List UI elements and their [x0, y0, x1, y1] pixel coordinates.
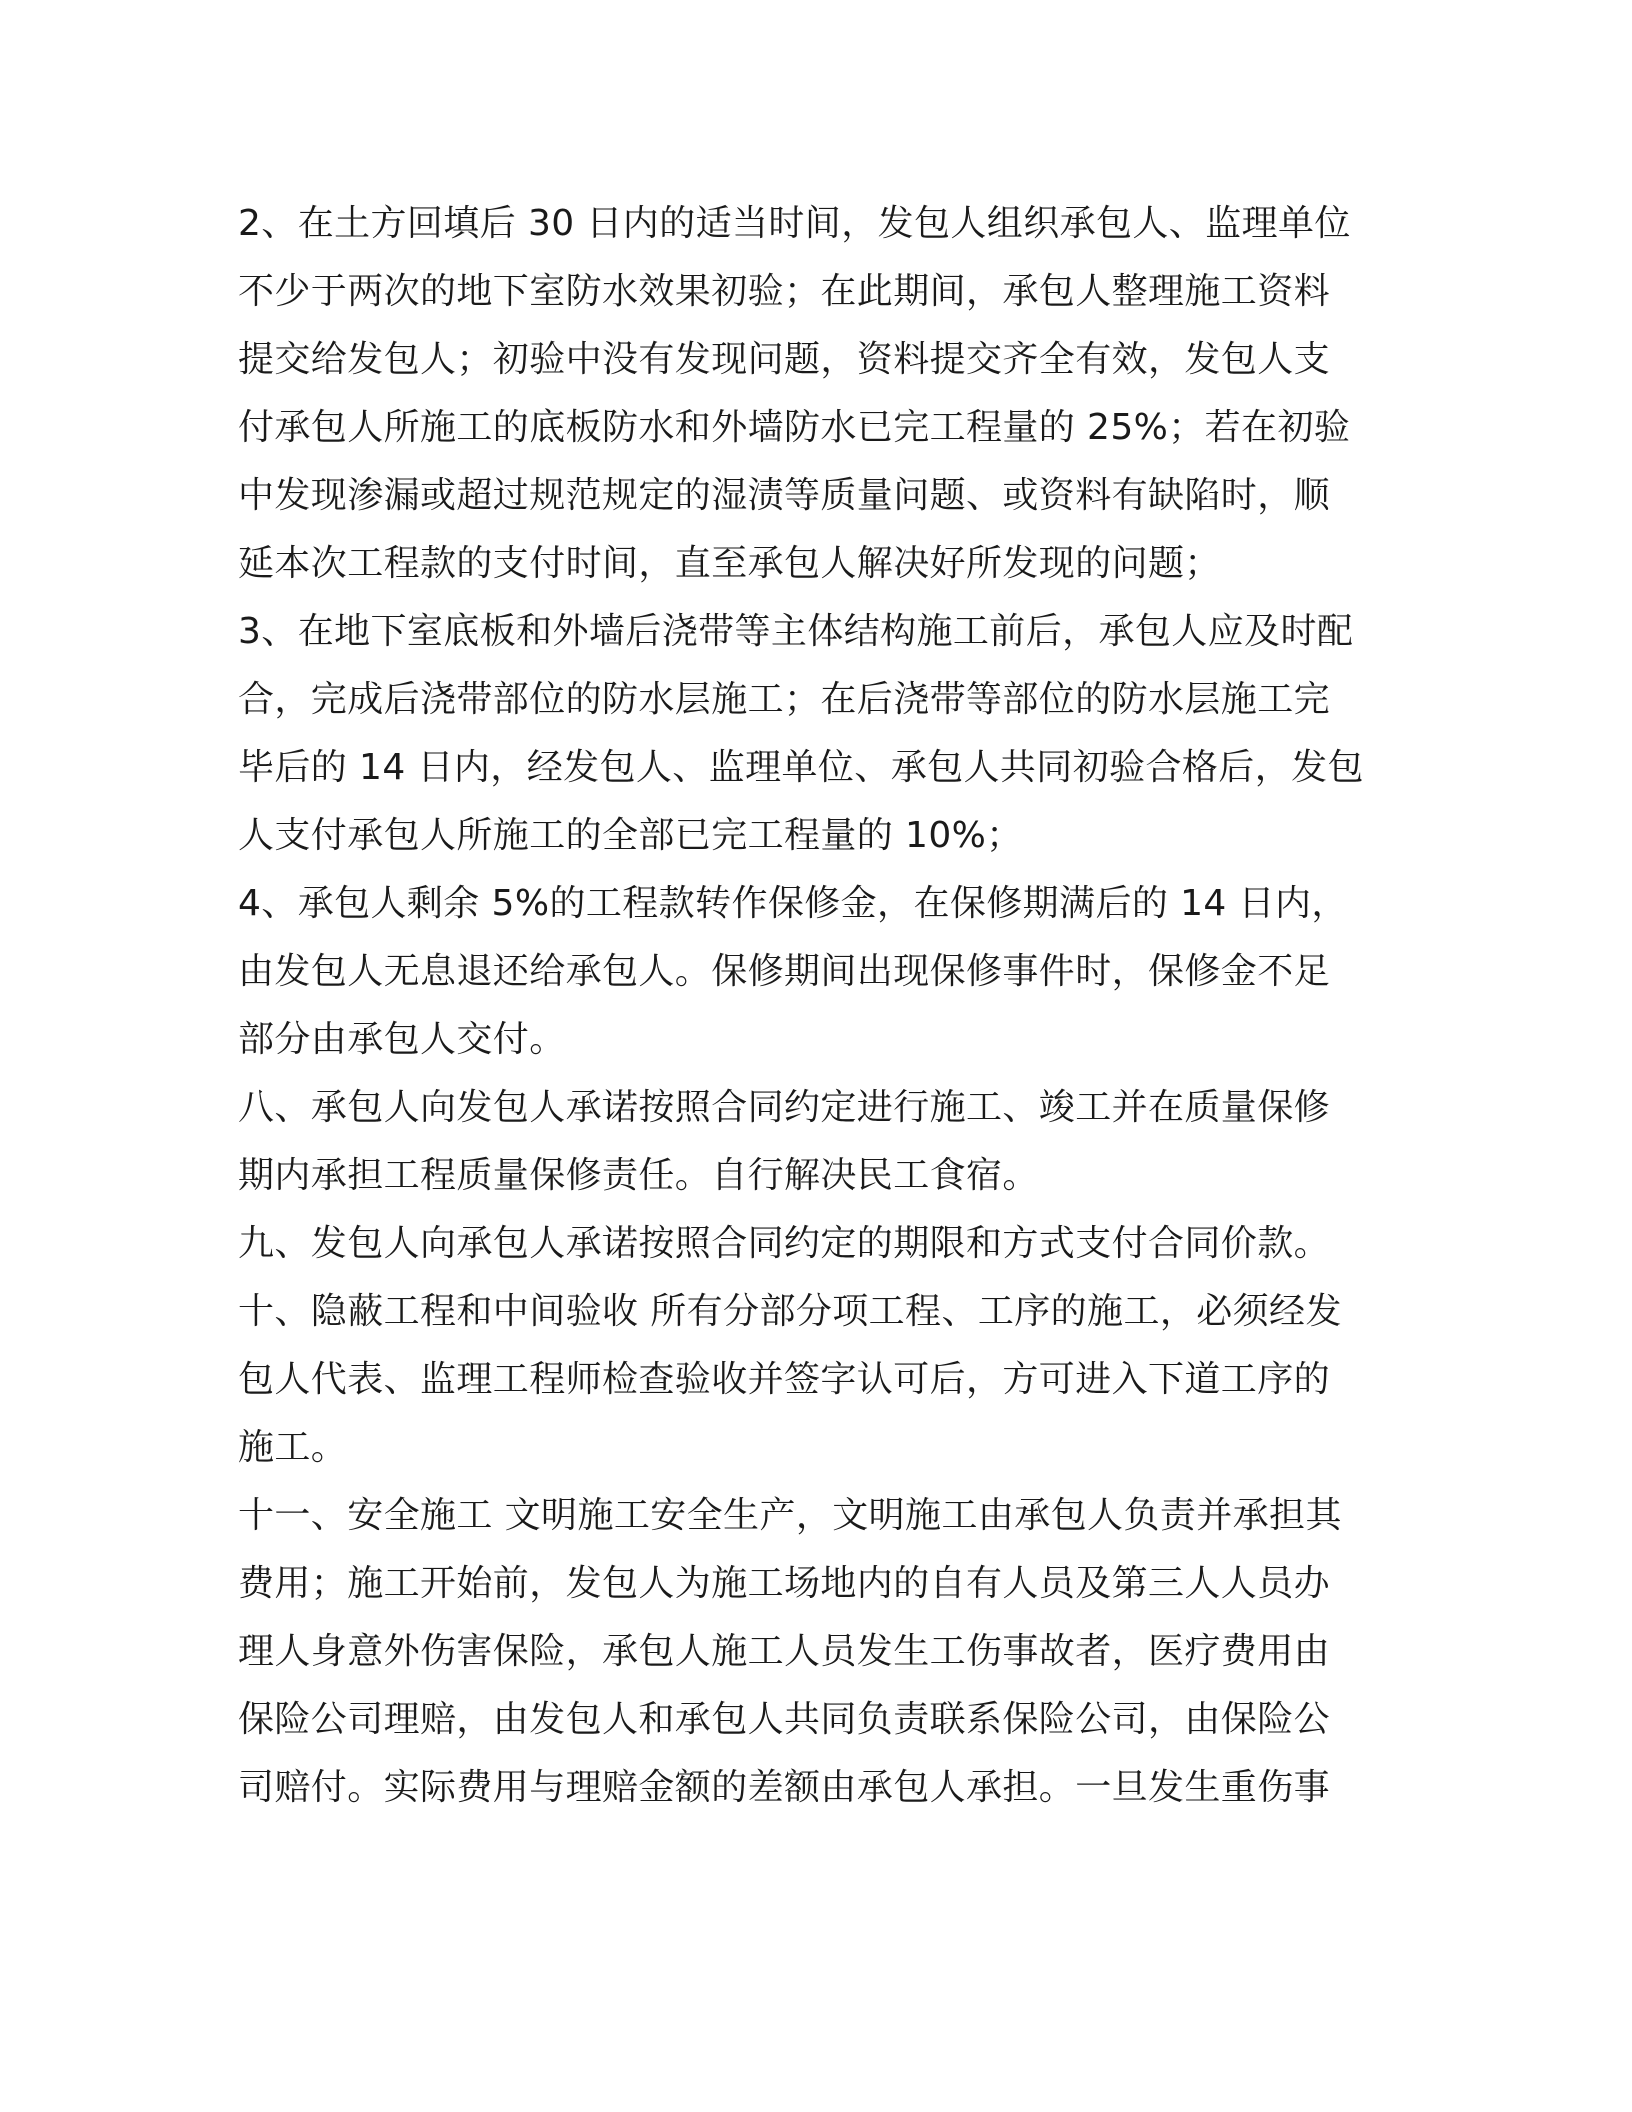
- text-line: 理人身意外伤害保险，承包人施工人员发生工伤事故者，医疗费用由: [238, 1631, 1331, 1672]
- text-line: 期内承担工程质量保修责任。自行解决民工食宿。: [238, 1155, 1039, 1196]
- text-line: 司赔付。实际费用与理赔金额的差额由承包人承担。一旦发生重伤事: [238, 1767, 1331, 1808]
- text-line: 合，完成后浇带部位的防水层施工；在后浇带等部位的防水层施工完: [238, 679, 1331, 720]
- text-line: 费用；施工开始前，发包人为施工场地内的自有人员及第三人人员办: [238, 1563, 1331, 1604]
- text-line: 中发现渗漏或超过规范规定的湿渍等质量问题、或资料有缺陷时，顺: [238, 475, 1331, 516]
- text-line: 部分由承包人交付。: [238, 1019, 566, 1060]
- text-line: 九、发包人向承包人承诺按照合同约定的期限和方式支付合同价款。: [238, 1223, 1331, 1264]
- text-line: 4、承包人剩余 5%的工程款转作保修金，在保修期满后的 14 日内，: [238, 883, 1348, 924]
- text-line: 施工。: [238, 1427, 348, 1468]
- text-line: 3、在地下室底板和外墙后浇带等主体结构施工前后，承包人应及时配: [238, 611, 1354, 652]
- text-line: 八、承包人向发包人承诺按照合同约定进行施工、竣工并在质量保修: [238, 1087, 1331, 1128]
- document-body: [238, 190, 1383, 1822]
- text-line: 付承包人所施工的底板防水和外墙防水已完工程量的 25%；若在初验: [238, 407, 1351, 448]
- text-line: 十一、安全施工 文明施工安全生产，文明施工由承包人负责并承担其: [238, 1495, 1342, 1536]
- text-line: 2、在土方回填后 30 日内的适当时间，发包人组织承包人、监理单位: [238, 203, 1351, 244]
- text-line: 延本次工程款的支付时间，直至承包人解决好所发现的问题；: [238, 543, 1221, 584]
- text-line: 保险公司理赔，由发包人和承包人共同负责联系保险公司，由保险公: [238, 1699, 1331, 1740]
- text-line: 人支付承包人所施工的全部已完工程量的 10%；: [238, 815, 1023, 856]
- text-line: 包人代表、监理工程师检查验收并签字认可后，方可进入下道工序的: [238, 1359, 1331, 1400]
- text-line: 不少于两次的地下室防水效果初验；在此期间，承包人整理施工资料: [238, 271, 1331, 312]
- text-line: 提交给发包人；初验中没有发现问题，资料提交齐全有效，发包人支: [238, 339, 1331, 380]
- text-line: 由发包人无息退还给承包人。保修期间出现保修事件时，保修金不足: [238, 951, 1331, 992]
- text-line: 毕后的 14 日内，经发包人、监理单位、承包人共同初验合格后，发包: [238, 747, 1364, 788]
- text-line: 十、隐蔽工程和中间验收 所有分部分项工程、工序的施工，必须经发: [238, 1291, 1342, 1332]
